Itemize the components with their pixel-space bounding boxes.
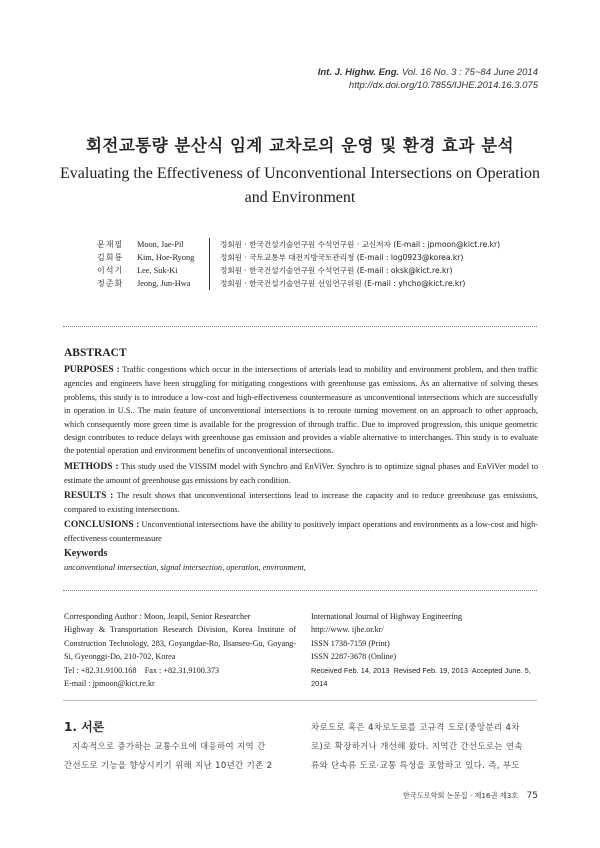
divider	[209, 251, 220, 264]
author-name-en: Kim, Hoe-Ryong	[137, 253, 195, 262]
body-column-left	[64, 737, 296, 775]
keywords-text: unconventional intersection, signal intersection, operation, environment,	[64, 563, 306, 572]
results-text: The result shows that unconventional intersections lead to increase the capacity and to reduce greenhouse gas emissions, compared to existing intersections.	[64, 491, 538, 515]
author-name-ko: 문재필	[97, 240, 124, 249]
results-label: RESULTS :	[64, 491, 114, 501]
author-name-en: Lee, Suk-Ki	[137, 266, 178, 275]
corr-phone	[64, 664, 296, 677]
dotted-separator	[63, 326, 537, 327]
keywords-heading: Keywords	[64, 548, 108, 559]
body-line: 류와 단속류 도로·교통 특성을 포함하고 있다. 즉, 부도	[311, 760, 520, 770]
conclusions-label: CONCLUSIONS :	[64, 520, 140, 530]
abstract-results	[64, 489, 538, 517]
journal-abbrev: Int. J. Highw. Eng.	[317, 67, 400, 78]
journal-citation-header	[318, 66, 538, 92]
dotted-separator	[63, 590, 537, 591]
conclusions-text: Unconventional intersections have the ability to positively impact operations and environments as a low-cost and high-effectiveness countermeasure	[64, 520, 538, 544]
corr-address: Highway & Transportation Research Division, Korea Institute of Construction Technology, 283, Goyangdae-Ro, Ilsanseo-Gu, Goyang-Si, Gyeonggi-Do, 210-702, Korea	[64, 625, 296, 662]
author-row	[97, 277, 500, 290]
corr-author: Corresponding Author : Moon, Jeapil, Senior Researcher	[64, 612, 251, 621]
author-name-ko: 정준화	[97, 279, 124, 288]
title-english: Evaluating the Effectiveness of Unconventional Intersections on Operation and Environment	[60, 165, 540, 206]
author-affiliation: 정회원 · 한국건설기술연구원 수석연구원 (E-mail : oksk@kict.re.kr)	[220, 266, 453, 275]
author-row	[97, 264, 500, 277]
author-row	[97, 251, 500, 264]
purposes-text: Traffic congestions which occur in the intersections of arterials lead to mobility and environment problem, and then traffic agencies and engineers have been struggling for mitigating congestions with greenhouse gas emissions. As an alternative of solving theses problems, this study is to introduce a low-cost and high-effectiveness countermeasure as unconventional intersections which are successfully in operation in U.S.. The main feature of unconventional intersections is to reroute turning movement on an approach to other approach, which consequently more green time is available for the progression of through traffic. Due to improved progression, this unique geometric design contributes to reduce delays with greenhouse gas emission and provides a viable alternative to interchanges. This study is to evaluate the potential operation and environment benefits of unconventional intersections.	[64, 365, 538, 456]
purposes-label: PURPOSES :	[64, 365, 120, 375]
title-korean: 회전교통량 분산식 임계 교차로의 운영 및 환경 효과 분석	[85, 136, 515, 155]
abstract-conclusions	[64, 518, 538, 546]
abstract-purposes	[64, 363, 538, 458]
author-row	[97, 238, 500, 251]
author-name-en: Jeong, Jun-Hwa	[137, 279, 191, 288]
body-column-right	[311, 718, 543, 775]
author-name-en: Moon, Jae-Pil	[137, 240, 184, 249]
correspondence-block	[64, 610, 296, 690]
footer-journal: 한국도로학회 논문집 · 제16권 제3호	[402, 791, 519, 800]
body-line: 차로도로 혹은 4차로도로를 고규격 도로(중앙분리 4차	[311, 722, 520, 732]
history-dates	[311, 664, 541, 691]
issn-print: ISSN 1738-7159 (Print)	[311, 638, 390, 648]
revised-date: Revised Feb. 19, 2013	[393, 665, 468, 675]
body-line: 로)로 확장하거나 개선해 왔다. 지역간 간선도로는 연속	[311, 741, 523, 751]
author-list	[97, 238, 500, 290]
corr-email: E-mail : jpmoon@kict.re.kr	[64, 679, 155, 689]
issn-online: ISSN 2287-3678 (Online)	[311, 652, 397, 662]
author-affiliation: 정회원 · 한국건설기술연구원 수석연구원 · 교신저자 (E-mail : jpmoon@kict.re.kr)	[220, 240, 501, 249]
author-name-ko: 이석기	[97, 266, 124, 275]
body-line: 지속적으로 증가하는 교통수요에 대응하여 지역 간	[72, 741, 266, 751]
divider	[209, 238, 220, 251]
abstract-methods	[64, 460, 538, 488]
citation: Vol. 16 No. 3 : 75~84 June 2014	[401, 67, 538, 78]
section-heading: 1. 서론	[64, 720, 105, 734]
body-line: 간선도로 기능을 향상시키기 위해 지난 10년간 기존 2	[64, 760, 273, 770]
abstract-heading: ABSTRACT	[64, 347, 127, 359]
divider	[209, 264, 220, 277]
journal-info-block	[311, 610, 541, 690]
accepted-date: Accepted June. 5, 2014	[311, 665, 531, 689]
author-affiliation: 정회원 · 한국건설기술연구원 선임연구위원 (E-mail : yhcho@kict.re.kr)	[220, 279, 466, 288]
divider	[209, 277, 220, 290]
author-affiliation: 정회원 · 국토교통부 대전지방국토관리청 (E-mail : log0923@korea.kr)	[220, 253, 464, 262]
received-date: Received Feb. 14, 2013	[311, 665, 390, 675]
author-name-ko: 김회룡	[97, 253, 124, 262]
methods-text: This study used the VISSIM model with Synchro and EnViVer. Synchro is to optimize signal phases and EnViVer model to estimate the amount of greenhouse gas emissions by each condition.	[64, 462, 538, 486]
corr-tel: Tel : +82.31.9100.168	[64, 665, 137, 675]
journal-url: http://www. ijhe.or.kr/	[311, 625, 384, 635]
methods-label: METHODS :	[64, 462, 119, 472]
corr-fax: Fax : +82.31.9100.373	[144, 665, 220, 675]
page-number: 75	[526, 791, 538, 801]
doi: http://dx.doi.org/10.7855/IJHE.2014.16.3.075	[348, 80, 538, 91]
section-rule	[63, 700, 537, 701]
page-footer	[403, 791, 538, 801]
journal-name: International Journal of Highway Engineering	[311, 612, 462, 621]
